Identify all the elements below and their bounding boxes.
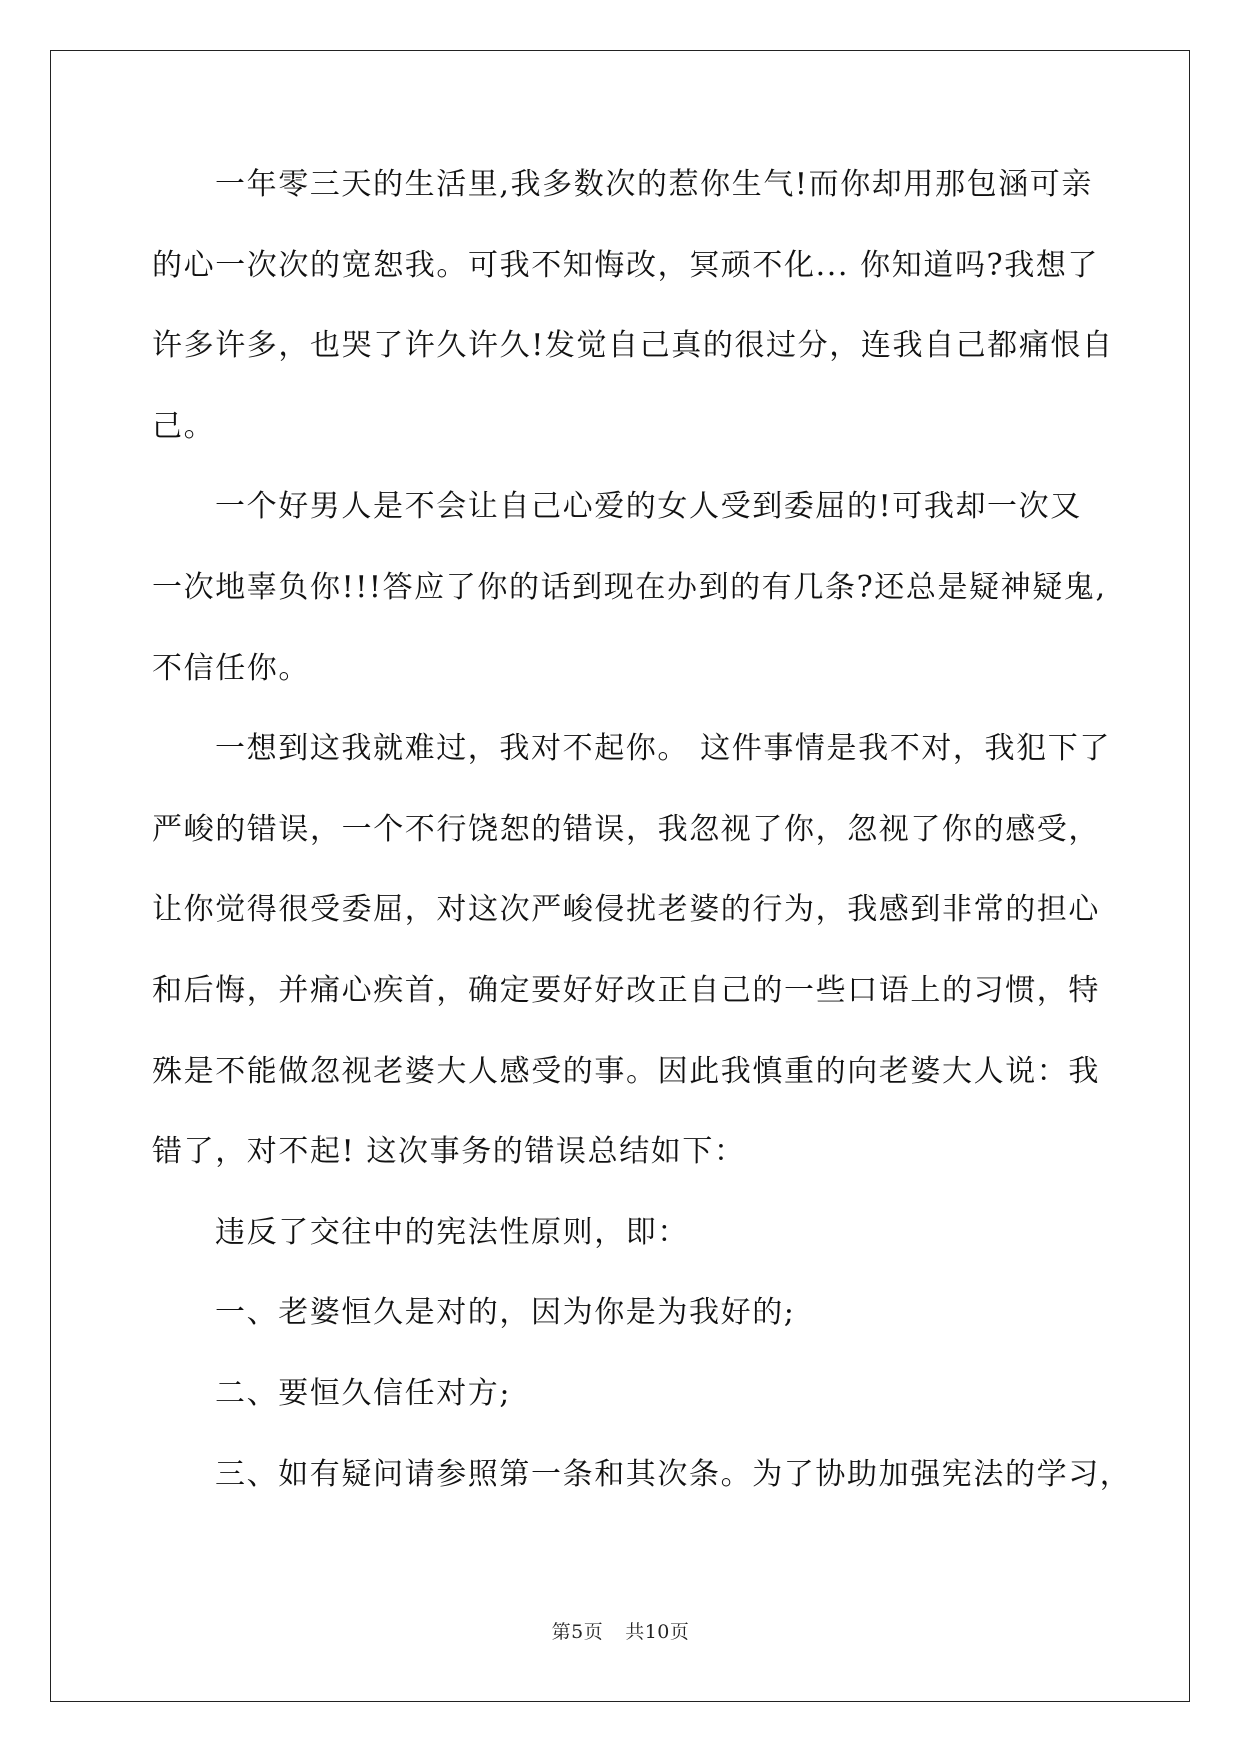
text-line: 的心一次次的宽恕我。可我不知悔改，冥顽不化... 你知道吗?我想了 [152, 247, 1100, 283]
text-line: 违反了交往中的宪法性原则，即： [215, 1214, 689, 1250]
text-line: 让你觉得很受委屈，对这次严峻侵扰老婆的行为，我感到非常的担心 [152, 892, 1100, 928]
text-line: 一想到这我就难过，我对不起你。 这件事情是我不对，我犯下了 [215, 731, 1111, 767]
text-line: 许多许多，也哭了许久许久!发觉自己真的很过分，连我自己都痛恨自 [152, 328, 1114, 364]
text-line: 严峻的错误，一个不行饶恕的错误，我忽视了你，忽视了你的感受， [152, 811, 1100, 847]
text-line: 三、如有疑问请参照第一条和其次条。为了协助加强宪法的学习， [215, 1456, 1132, 1492]
page-total: 共10页 [625, 1621, 690, 1643]
text-line: 错了，对不起! 这次事务的错误总结如下： [152, 1134, 746, 1170]
text-line: 己。 [152, 408, 216, 444]
text-line: 一次地辜负你!!!答应了你的话到现在办到的有几条?还总是疑神疑鬼, [152, 569, 1107, 605]
text-line: 一年零三天的生活里,我多数次的惹你生气!而你却用那包涵可亲 [215, 167, 1093, 202]
text-line: 二、要恒久信任对方; [215, 1375, 512, 1411]
text-line: 和后悔，并痛心疾首，确定要好好改正自己的一些口语上的习惯，特 [152, 972, 1100, 1008]
page-footer [0, 1617, 1241, 1644]
text-line: 一个好男人是不会让自己心爱的女人受到委屈的!可我却一次又 [215, 489, 1082, 525]
text-line: 不信任你。 [152, 650, 310, 686]
document-body [152, 160, 1132, 1530]
text-line: 一、老婆恒久是对的，因为你是为我好的; [215, 1295, 796, 1331]
text-line: 殊是不能做忽视老婆大人感受的事。因此我慎重的向老婆大人说：我 [152, 1053, 1100, 1089]
page-number: 第5页 [551, 1621, 604, 1643]
